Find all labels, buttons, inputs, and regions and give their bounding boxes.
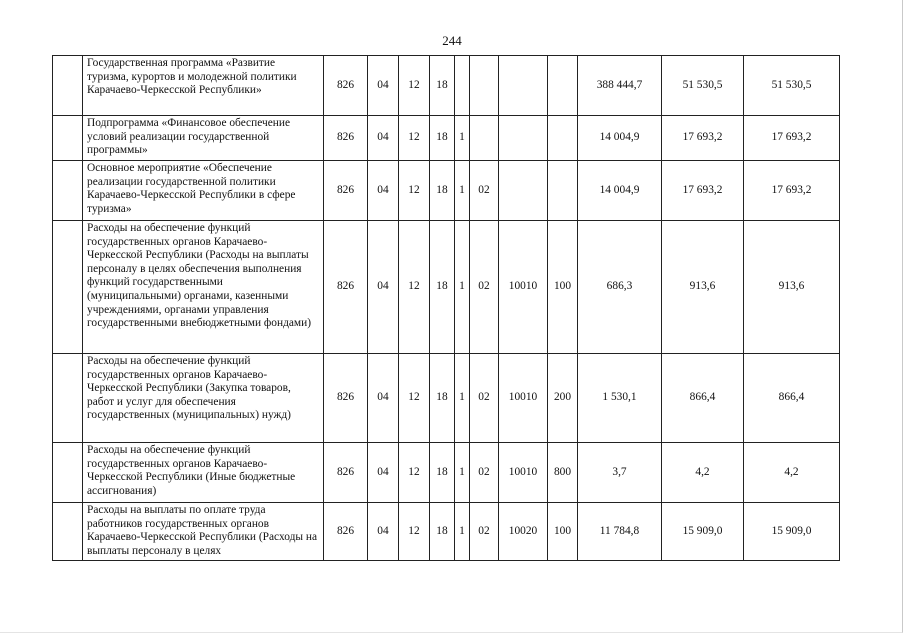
code-subprogram: 1 — [455, 354, 470, 443]
code-section: 04 — [368, 221, 399, 354]
code-event — [470, 56, 499, 116]
amount-year-3: 17 693,2 — [744, 116, 840, 161]
code-program: 18 — [430, 161, 455, 221]
blank-cell — [53, 354, 83, 443]
code-subsection: 12 — [399, 443, 430, 503]
amount-year-2: 51 530,5 — [662, 56, 744, 116]
amount-year-3: 913,6 — [744, 221, 840, 354]
code-expense-type — [548, 161, 578, 221]
table-row — [53, 354, 840, 443]
table-row — [53, 56, 840, 116]
amount-year-1: 1 530,1 — [578, 354, 662, 443]
code-direction: 10010 — [499, 354, 548, 443]
code-section: 04 — [368, 503, 399, 561]
code-subsection: 12 — [399, 161, 430, 221]
code-subsection: 12 — [399, 116, 430, 161]
code-subprogram: 1 — [455, 116, 470, 161]
code-event: 02 — [470, 354, 499, 443]
code-program: 18 — [430, 354, 455, 443]
blank-cell — [53, 56, 83, 116]
code-ministry: 826 — [324, 161, 368, 221]
page-number: 244 — [442, 33, 462, 48]
code-program: 18 — [430, 56, 455, 116]
row-name: Расходы на обеспечение функций государственных органов Карачаево-Черкесской Республики (Расходы на выплаты персоналу в целях обеспечения выполнения функций государственными (муниципальными) органами, казенными учреждениями, органами управления государственными внебюджетными фондами) — [83, 221, 324, 354]
amount-year-1: 14 004,9 — [578, 161, 662, 221]
amount-year-3: 51 530,5 — [744, 56, 840, 116]
row-name: Расходы на обеспечение функций государственных органов Карачаево-Черкесской Республики (Иные бюджетные ассигнования) — [83, 443, 324, 503]
code-subprogram: 1 — [455, 503, 470, 561]
amount-year-3: 4,2 — [744, 443, 840, 503]
row-name: Расходы на обеспечение функций государственных органов Карачаево-Черкесской Республики (Закупка товаров, работ и услуг для обеспечения государственных (муниципальных) нужд) — [83, 354, 324, 443]
code-program: 18 — [430, 503, 455, 561]
code-subprogram — [455, 56, 470, 116]
code-ministry: 826 — [324, 221, 368, 354]
amount-year-3: 15 909,0 — [744, 503, 840, 561]
code-direction: 10010 — [499, 443, 548, 503]
code-section: 04 — [368, 161, 399, 221]
table-row — [53, 443, 840, 503]
code-expense-type: 100 — [548, 503, 578, 561]
row-name: Подпрограмма «Финансовое обеспечение условий реализации государственной программы» — [83, 116, 324, 161]
code-subprogram: 1 — [455, 161, 470, 221]
blank-cell — [53, 116, 83, 161]
code-subsection: 12 — [399, 503, 430, 561]
blank-cell — [53, 221, 83, 354]
code-subsection: 12 — [399, 221, 430, 354]
code-expense-type — [548, 116, 578, 161]
code-event: 02 — [470, 443, 499, 503]
amount-year-2: 17 693,2 — [662, 116, 744, 161]
blank-cell — [53, 443, 83, 503]
amount-year-1: 388 444,7 — [578, 56, 662, 116]
code-direction: 10010 — [499, 221, 548, 354]
amount-year-3: 17 693,2 — [744, 161, 840, 221]
code-expense-type: 100 — [548, 221, 578, 354]
code-program: 18 — [430, 443, 455, 503]
blank-cell — [53, 503, 83, 561]
code-event: 02 — [470, 221, 499, 354]
amount-year-2: 17 693,2 — [662, 161, 744, 221]
code-ministry: 826 — [324, 443, 368, 503]
amount-year-2: 15 909,0 — [662, 503, 744, 561]
amount-year-2: 866,4 — [662, 354, 744, 443]
table-row — [53, 116, 840, 161]
amount-year-2: 913,6 — [662, 221, 744, 354]
amount-year-2: 4,2 — [662, 443, 744, 503]
code-event: 02 — [470, 161, 499, 221]
amount-year-1: 3,7 — [578, 443, 662, 503]
budget-table — [52, 55, 840, 561]
code-expense-type: 800 — [548, 443, 578, 503]
code-ministry: 826 — [324, 503, 368, 561]
code-direction — [499, 56, 548, 116]
code-section: 04 — [368, 56, 399, 116]
amount-year-1: 11 784,8 — [578, 503, 662, 561]
code-direction — [499, 116, 548, 161]
code-subsection: 12 — [399, 354, 430, 443]
code-event: 02 — [470, 503, 499, 561]
code-direction: 10020 — [499, 503, 548, 561]
table-row — [53, 503, 840, 561]
code-section: 04 — [368, 116, 399, 161]
row-name: Государственная программа «Развитие туризма, курортов и молодежной политики Карачаево-Черкесской Республики» — [83, 56, 324, 116]
amount-year-1: 14 004,9 — [578, 116, 662, 161]
code-subsection: 12 — [399, 56, 430, 116]
blank-cell — [53, 161, 83, 221]
code-subprogram: 1 — [455, 221, 470, 354]
amount-year-3: 866,4 — [744, 354, 840, 443]
amount-year-1: 686,3 — [578, 221, 662, 354]
table-row — [53, 161, 840, 221]
code-section: 04 — [368, 443, 399, 503]
table-row — [53, 221, 840, 354]
code-section: 04 — [368, 354, 399, 443]
code-expense-type — [548, 56, 578, 116]
row-name: Основное мероприятие «Обеспечение реализации государственной политики Карачаево-Черкесской Республики в сфере туризма» — [83, 161, 324, 221]
code-program: 18 — [430, 221, 455, 354]
row-name: Расходы на выплаты по оплате труда работников государственных органов Карачаево-Черкесской Республики (Расходы на выплаты персоналу в целях — [83, 503, 324, 561]
code-ministry: 826 — [324, 116, 368, 161]
code-subprogram: 1 — [455, 443, 470, 503]
code-event — [470, 116, 499, 161]
code-ministry: 826 — [324, 354, 368, 443]
code-direction — [499, 161, 548, 221]
code-program: 18 — [430, 116, 455, 161]
code-ministry: 826 — [324, 56, 368, 116]
table-body — [53, 56, 840, 561]
code-expense-type: 200 — [548, 354, 578, 443]
